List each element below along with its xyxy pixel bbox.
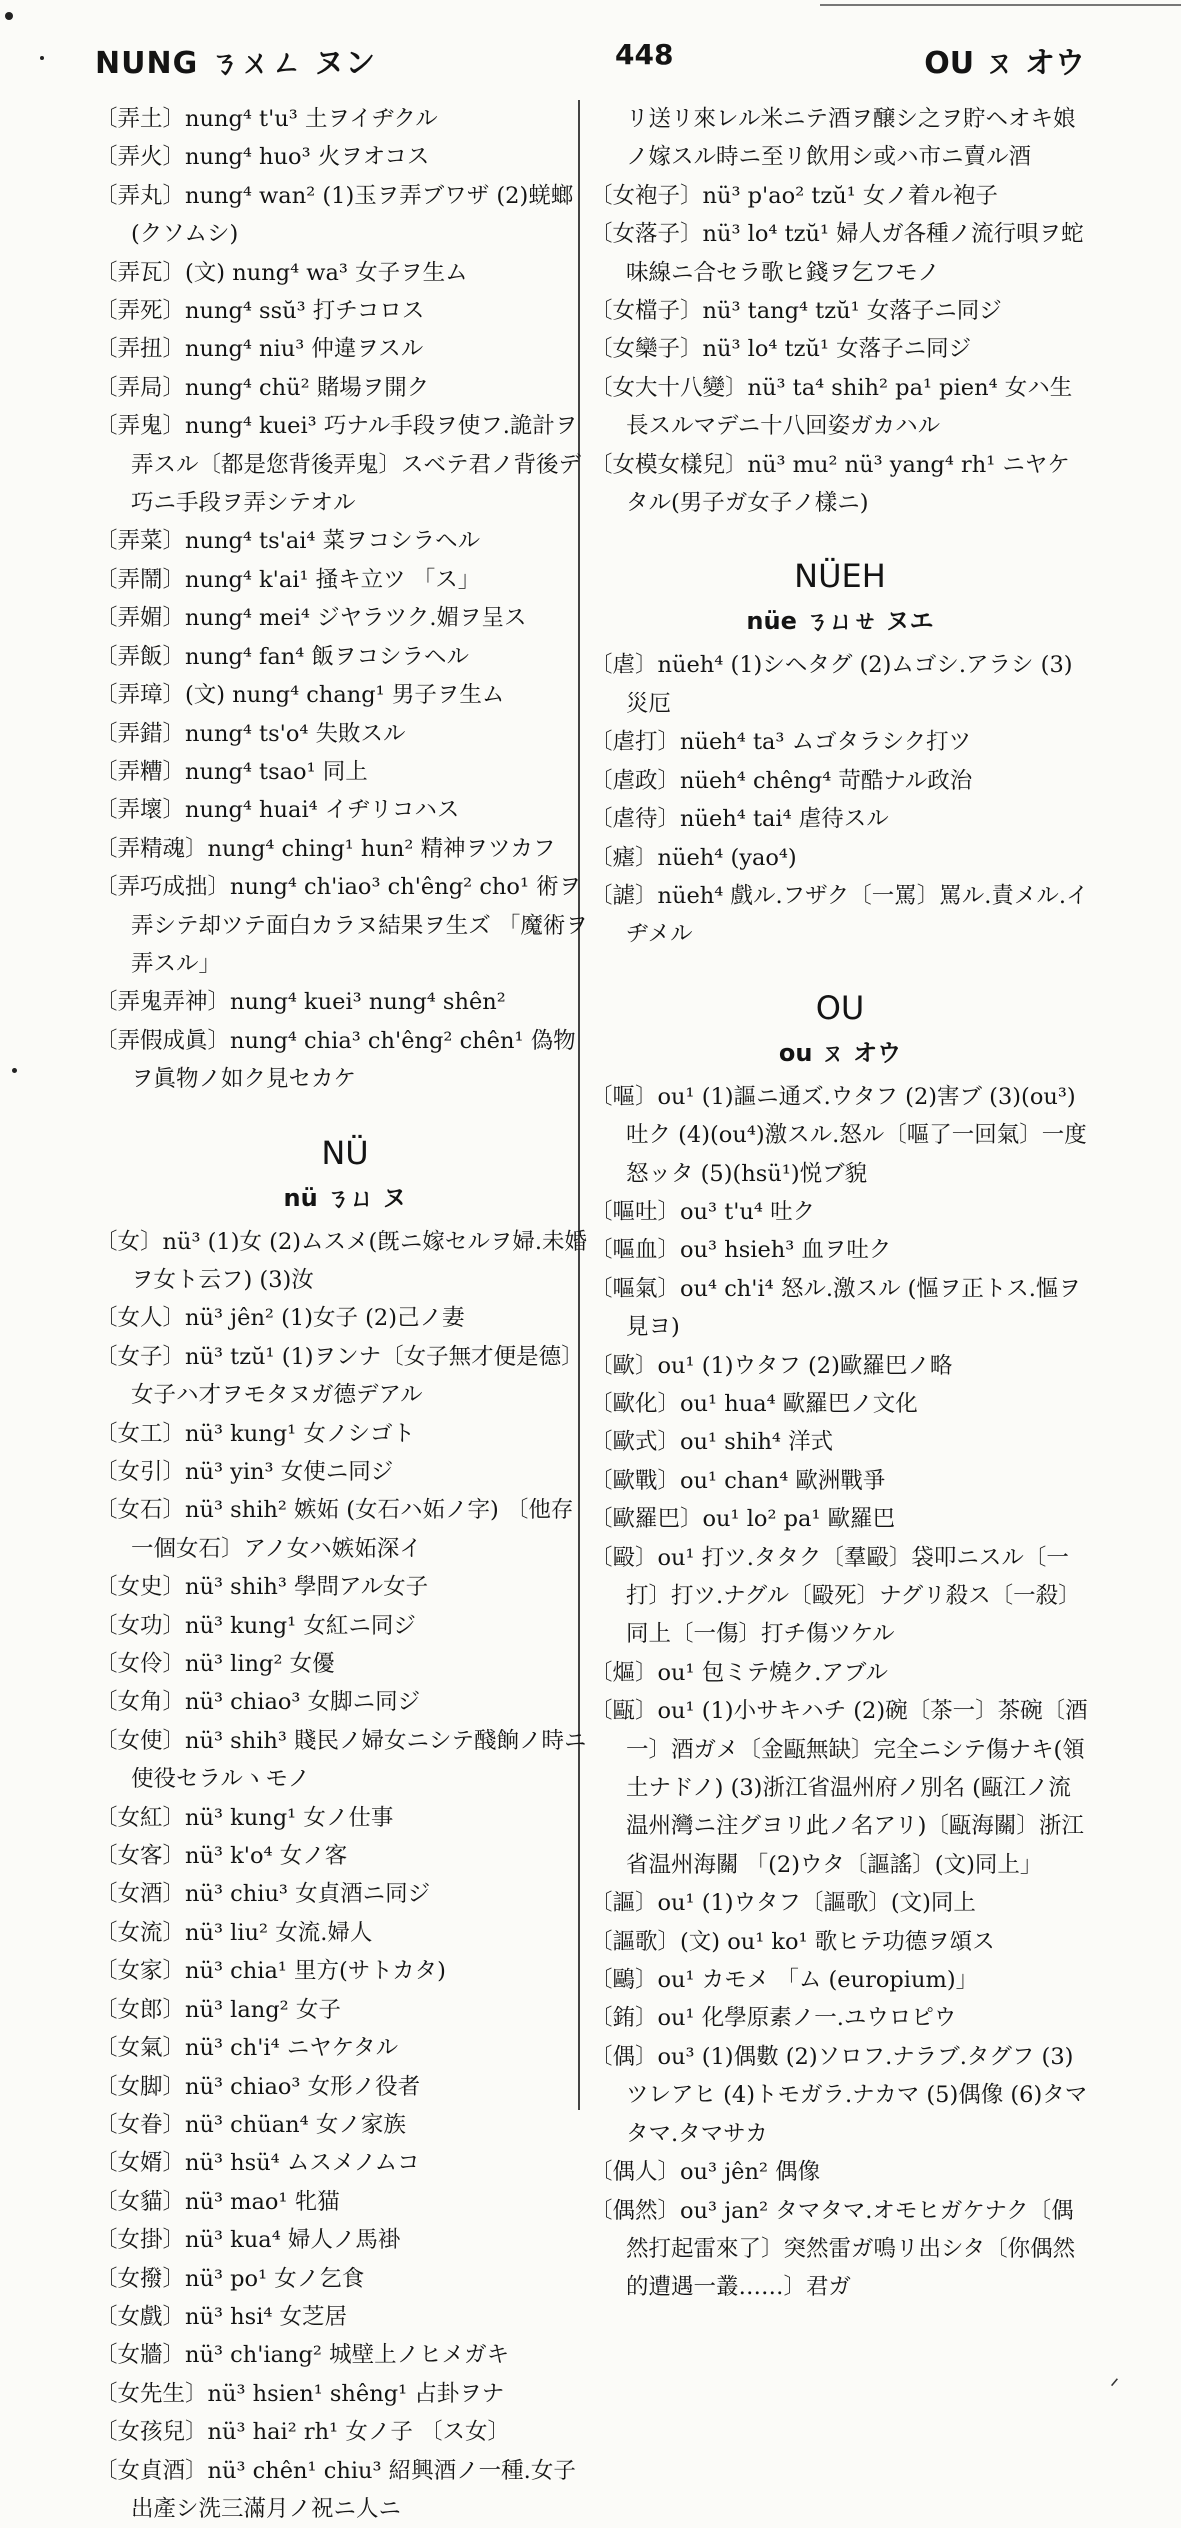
- dict-entry: 〔女脚〕nü³ chiao³ 女形ノ役者: [95, 2073, 421, 2100]
- dict-entry: 〔女孩兒〕nü³ hai² rh¹ 女ノ子 〔ス女〕: [95, 2419, 510, 2446]
- dict-entry: 〔謳歌〕(文) ou¹ ko¹ 歌ヒテ功德ヲ頌ス: [590, 1928, 995, 1955]
- dict-entry: 〔瘧〕nüeh⁴ (yao⁴): [590, 844, 797, 871]
- dict-entry: 〔女使〕nü³ shih³ 賤民ノ婦女ニシテ醆餉ノ時ニ使役セラルヽモノ: [95, 1727, 587, 1793]
- dict-entry: 〔弄錯〕nung⁴ ts'o⁴ 失敗スル: [95, 720, 406, 747]
- corner-mark: ᐟ: [1110, 2375, 1120, 2400]
- dict-entry: 〔女婿〕nü³ hsü⁴ ムスメノムコ: [95, 2150, 420, 2177]
- dict-entry: 〔毆〕ou¹ 打ツ.タタク〔羣毆〕袋叩ニスル〔一打〕打ツ.ナグル〔毆死〕ナグリ殺ス〔一殺〕同上〔一傷〕打チ傷ツケル: [590, 1544, 1081, 1648]
- dict-entry: 〔女貓〕nü³ mao¹ 牝猫: [95, 2188, 340, 2215]
- dict-entry: 〔弄巧成拙〕nung⁴ ch'iao³ ch'êng² cho¹ 術ヲ弄シテ却ツテ面白カラヌ結果ヲ生ズ 「魔術ヲ弄スル」: [95, 874, 588, 977]
- dict-entry: 〔歐羅巴〕ou¹ lo² pa¹ 歐羅巴: [590, 1506, 896, 1533]
- dict-entry: 〔嘔〕ou¹ (1)謳ニ通ズ.ウタフ (2)害ブ (3)(ou³)吐ク (4)(ou⁴)激スル.怒ル〔嘔了一回氣〕一度怒ッタ (5)(hsü¹)悦ブ貌: [590, 1083, 1087, 1187]
- dict-entry: 〔女流〕nü³ liu² 女流.婦人: [95, 1919, 373, 1946]
- dict-entry: 〔女大十八變〕nü³ ta⁴ shih² pa¹ pien⁴ 女ハ生長スルマデニ十八回姿ガカハル: [590, 374, 1073, 440]
- dict-entry: 〔歐化〕ou¹ hua⁴ 歐羅巴ノ文化: [590, 1390, 918, 1417]
- section-heading-nueh: NÜEH: [794, 557, 886, 596]
- dict-entry: 〔歐戰〕ou¹ chan⁴ 歐洲戰爭: [590, 1467, 886, 1494]
- left-column: [95, 100, 595, 2528]
- dict-entry: 〔虐〕nüeh⁴ (1)シヘタグ (2)ムゴシ.アラシ (3)災厄: [590, 652, 1073, 717]
- dict-entry: 〔女戲〕nü³ hsi⁴ 女芝居: [95, 2303, 348, 2330]
- dict-entry: 〔弄糟〕nung⁴ tsao¹ 同上: [95, 758, 368, 785]
- dict-entry: 〔女模女樣兒〕nü³ mu² nü³ yang⁴ rh¹ ニヤケタル(男子ガ女子ノ樣ニ): [590, 451, 1070, 517]
- dict-entry: 〔女引〕nü³ yin³ 女使ニ同ジ: [95, 1459, 394, 1485]
- dict-entry: 〔女人〕nü³ jên² (1)女子 (2)己ノ妻: [95, 1305, 465, 1332]
- dict-entry: 〔女伶〕nü³ ling² 女優: [95, 1651, 335, 1678]
- dict-entry: 〔女眷〕nü³ chüan⁴ 女ノ家族: [95, 2111, 406, 2138]
- dict-entry: 〔虐待〕nüeh⁴ tai⁴ 虐待スル: [590, 806, 889, 833]
- dict-entry: 〔嘔血〕ou³ hsieh³ 血ヲ吐ク: [590, 1237, 892, 1264]
- dict-entry: 〔歐式〕ou¹ shih⁴ 洋式: [590, 1429, 834, 1456]
- dict-entry: 〔弄媚〕nung⁴ mei⁴ ジヤラツク.媚ヲ呈ス: [95, 605, 527, 632]
- dict-entry: 〔女石〕nü³ shih² 嫉妬 (女石ハ妬ノ字) 〔他存一個女石〕アノ女ハ嫉妬深イ: [95, 1497, 574, 1562]
- page-header: [95, 38, 1085, 94]
- dict-entry: 〔弄死〕nung⁴ ssŭ³ 打チコロス: [95, 298, 425, 325]
- dict-entry: 〔嘔氣〕ou⁴ ch'i⁴ 怒ル.激スル (慪ヲ正トス.慪ヲ見ヨ): [590, 1275, 1081, 1341]
- dict-entry: 〔女掛〕nü³ kua⁴ 婦人ノ馬褂: [95, 2227, 401, 2254]
- dict-entry: 〔女袍子〕nü³ p'ao² tzŭ¹ 女ノ着ル袍子: [590, 182, 998, 209]
- dict-entry: 〔女子〕nü³ tzŭ¹ (1)ヲンナ〔女子無才便是德〕女子ハ才ヲモタヌガ德デアル: [95, 1343, 584, 1409]
- section-subheading-ou: ou ㄡ オウ: [778, 1038, 902, 1067]
- dict-entry: 〔弄菜〕nung⁴ ts'ai⁴ 菜ヲコシラヘル: [95, 528, 481, 555]
- dict-entry: 〔女客〕nü³ k'o⁴ 女ノ客: [95, 1843, 348, 1870]
- dict-entry: 〔熰〕ou¹ 包ミテ燒ク.アブル: [590, 1659, 888, 1686]
- dict-entry: 〔嘔吐〕ou³ t'u⁴ 吐ク: [590, 1198, 816, 1225]
- dict-entry: 〔女牆〕nü³ ch'iang² 城壁上ノヒメガキ: [95, 2342, 510, 2369]
- entry-continuation: リ送リ來レル米ニテ酒ヲ醸シ之ヲ貯ヘオキ娘ノ嫁スル時ニ至リ飲用シ或ハ市ニ賣ル酒: [626, 106, 1076, 171]
- dict-entry: 〔弄鬼〕nung⁴ kuei³ 巧ナル手段ヲ使フ.詭計ヲ弄スル〔都是您背後弄鬼〕スベテ君ノ背後デ巧ニ手段ヲ弄シテオル: [95, 413, 582, 517]
- dict-entry: 〔女先生〕nü³ hsien¹ shêng¹ 占卦ヲナ: [95, 2380, 505, 2407]
- dict-entry: 〔女落子〕nü³ lo⁴ tzŭ¹ 婦人ガ各種ノ流行唄ヲ蛇味線ニ合セラ歌ヒ錢ヲ乞フモノ: [590, 221, 1084, 286]
- dict-entry: 〔謳〕ou¹ (1)ウタフ〔謳歌〕(文)同上: [590, 1890, 976, 1917]
- dict-entry: 〔弄鬼弄神〕nung⁴ kuei³ nung⁴ shên²: [95, 989, 506, 1016]
- dict-entry: 〔弄璋〕(文) nung⁴ chang¹ 男子ヲ生ム: [95, 682, 505, 709]
- dict-entry: 〔銪〕ou¹ 化學原素ノ一.ユウロピウ: [590, 2005, 957, 2032]
- dict-entry: 〔歐〕ou¹ (1)ウタフ (2)歐羅巴ノ略: [590, 1352, 953, 1379]
- header-right-guide: OU ㄡ オウ: [924, 46, 1085, 81]
- dict-entry: 〔弄扭〕nung⁴ niu³ 仲違ヲスル: [95, 336, 424, 363]
- ink-speck: [12, 1068, 17, 1073]
- dict-entry: 〔弄火〕nung⁴ huo³ 火ヲオコス: [95, 144, 430, 171]
- dict-entry: 〔女欒子〕nü³ lo⁴ tzŭ¹ 女落子ニ同ジ: [590, 336, 972, 363]
- page-number: 448: [615, 38, 674, 71]
- dict-entry: 〔虐打〕nüeh⁴ ta³ ムゴタラシク打ツ: [590, 729, 972, 756]
- dict-entry: 〔弄局〕nung⁴ chü² 賭場ヲ開ク: [95, 374, 430, 401]
- dict-entry: 〔弄瓦〕(文) nung⁴ wa³ 女子ヲ生ム: [95, 259, 468, 286]
- dict-entry: 〔弄土〕nung⁴ t'u³ 土ヲイヂクル: [95, 106, 438, 132]
- dict-entry: 〔女工〕nü³ kung¹ 女ノシゴト: [95, 1420, 415, 1447]
- dict-entry: 〔女史〕nü³ shih³ 學問アル女子: [95, 1574, 429, 1601]
- dict-entry: 〔虐政〕nüeh⁴ chêng⁴ 苛酷ナル政治: [590, 767, 973, 794]
- dict-entry: 〔謔〕nüeh⁴ 戲ル.フザク〔一罵〕罵ル.責メル.イヂメル: [590, 882, 1089, 948]
- ink-speck: [5, 12, 13, 20]
- dict-entry: 〔弄飯〕nung⁴ fan⁴ 飯ヲコシラヘル: [95, 643, 469, 670]
- dict-entry: 〔弄鬧〕nung⁴ k'ai¹ 掻キ立ツ 「ス」: [95, 566, 481, 593]
- header-left-guide: NUNG ㄋㄨㄥ ヌン: [95, 46, 377, 81]
- dict-entry: 〔弄假成眞〕nung⁴ chia³ ch'êng² chên¹ 偽物ヲ眞物ノ如ク見セカケ: [95, 1027, 576, 1093]
- dict-entry: 〔偶〕ou³ (1)偶數 (2)ソロフ.ナラブ.タグフ (3)ツレアヒ (4)トモガラ.ナカマ (5)偶像 (6)タマタマ.タマサカ: [590, 2043, 1088, 2147]
- dict-entry: 〔女〕nü³ (1)女 (2)ムスメ(旣ニ嫁セルヲ婦.未婚ヲ女ト云フ) (3)汝: [95, 1228, 587, 1293]
- section-subheading-nueh: nüe ㄋㄩㄝ ヌエ: [746, 607, 934, 636]
- section-heading-nu: NÜ: [321, 1133, 369, 1172]
- dict-entry: 〔女家〕nü³ chia¹ 里方(サトカタ): [95, 1958, 446, 1985]
- dict-entry: 〔女紅〕nü³ kung¹ 女ノ仕事: [95, 1804, 394, 1831]
- dict-entry: 〔弄丸〕nung⁴ wan² (1)玉ヲ弄ブワザ (2)蜣螂(クソムシ): [95, 182, 574, 248]
- right-column: [590, 100, 1090, 2307]
- dict-entry: 〔女氣〕nü³ ch'i⁴ ニヤケタル: [95, 2035, 399, 2062]
- dict-entry: 〔弄壞〕nung⁴ huai⁴ イヂリコハス: [95, 797, 460, 824]
- ink-speck: [40, 56, 44, 60]
- section-heading-ou: OU: [815, 988, 865, 1027]
- dict-entry: 〔女角〕nü³ chiao³ 女脚ニ同ジ: [95, 1689, 421, 1716]
- dict-entry: 〔偶人〕ou³ jên² 偶像: [590, 2159, 821, 2186]
- dict-entry: 〔女貞酒〕nü³ chên¹ chiu³ 紹興酒ノ一種.女子出產シ洗三滿月ノ祝ニ人ニ: [95, 2457, 576, 2522]
- section-subheading-nu: nü ㄋㄩ ヌ: [283, 1183, 407, 1212]
- dict-entry: 〔弄精魂〕nung⁴ ching¹ hun² 精神ヲツカフ: [95, 835, 556, 862]
- dict-entry: 〔偶然〕ou³ jan² タマタマ.オモヒガケナク〔偶然打起雷來了〕突然雷ガ鳴リ出シタ〔你偶然的遭遇一叢……〕君ガ: [590, 2197, 1076, 2301]
- dict-entry: 〔鷗〕ou¹ カモメ 「ム (europium)」: [590, 1967, 979, 1994]
- top-rule: [820, 4, 1181, 6]
- dict-entry: 〔女檔子〕nü³ tang⁴ tzŭ¹ 女落子ニ同ジ: [590, 298, 1002, 325]
- dict-entry: 〔女郎〕nü³ lang² 女子: [95, 1996, 341, 2023]
- dict-entry: 〔甌〕ou¹ (1)小サキハチ (2)碗〔茶一〕茶碗〔酒一〕酒ガメ〔金甌無缺〕完全ニシテ傷ナキ(領土ナドノ) (3)浙江省温州府ノ別名 (甌江ノ流温州灣ニ注グヨリ此ノ名アリ)〔甌海關〕浙江省温州海關 「(2)ウタ〔謳謠〕(文)同上」: [590, 1698, 1088, 1878]
- dict-entry: 〔女功〕nü³ kung¹ 女紅ニ同ジ: [95, 1612, 416, 1639]
- dict-entry: 〔女撥〕nü³ po¹ 女ノ乞食: [95, 2265, 365, 2292]
- dict-entry: 〔女酒〕nü³ chiu³ 女貞酒ニ同ジ: [95, 1881, 431, 1908]
